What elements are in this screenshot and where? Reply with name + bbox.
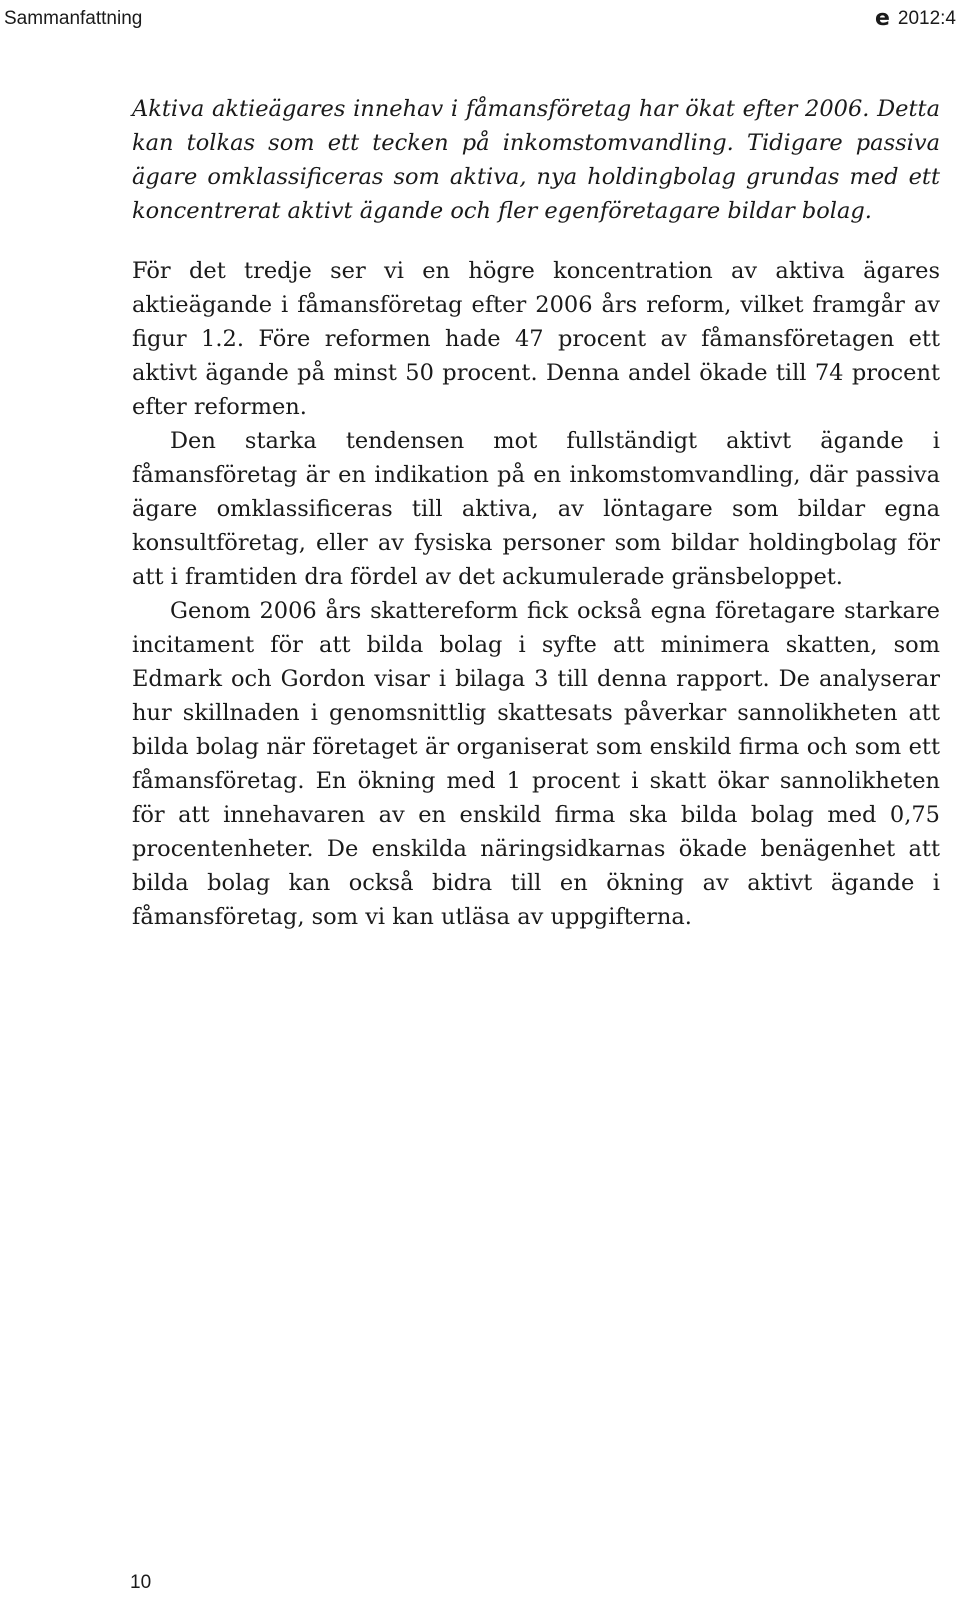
section-title: Sammanfattning	[4, 8, 143, 29]
body-paragraph-1: För det tredje ser vi en högre koncentration av aktiva ägares aktieägande i fåmansföretag efter 2006 års reform, vilket framgår av figur 1.2. Före reformen hade 47 procent av fåmansföretagen ett aktivt ägande på minst 50 procent. Denna andel ökade till 74 procent efter reformen.	[132, 258, 940, 420]
summary-paragraph: Aktiva aktieägares innehav i fåmansföretag har ökat efter 2006. Detta kan tolkas som ett tecken på inkomstomvandling. Tidigare passiva ägare omklassificeras som aktiva, nya holdingbolag grundas med ett koncentrerat aktivt ägande och fler egenföretagare bildar bolag.	[132, 96, 940, 224]
running-header	[4, 6, 956, 32]
report-id	[875, 6, 956, 32]
publisher-logo-icon: e	[874, 6, 890, 31]
page-number: 10	[130, 1572, 152, 1593]
body-paragraph-3: Genom 2006 års skattereform fick också egna företagare starkare incitament för att bilda bolag i syfte att minimera skatten, som Edmark och Gordon visar i bilaga 3 till denna rapport. De analyserar hur skillnaden i genomsnittlig skattesats påverkar sannolikheten att bilda bolag när företaget är organiserat som enskild firma och som ett fåmansföretag. En ökning med 1 procent i skatt ökar sannolikheten för att innehavaren av en enskild firma ska bilda bolag med 0,75 procentenheter. De enskilda näringsidkarnas ökade benägenhet att bilda bolag kan också bidra till en ökning av aktivt ägande i fåmansföretag, som vi kan utläsa av uppgifterna.	[132, 598, 940, 930]
report-number: 2012:4	[897, 8, 956, 29]
page-body	[132, 92, 940, 934]
body-paragraph-2: Den starka tendensen mot fullständigt aktivt ägande i fåmansföretag är en indikation på en inkomstomvandling, där passiva ägare omklassificeras till aktiva, av löntagare som bildar egna konsultföretag, eller av fysiska personer som bildar holdingbolag för att i framtiden dra fördel av det ackumulerade gränsbeloppet.	[132, 428, 940, 590]
